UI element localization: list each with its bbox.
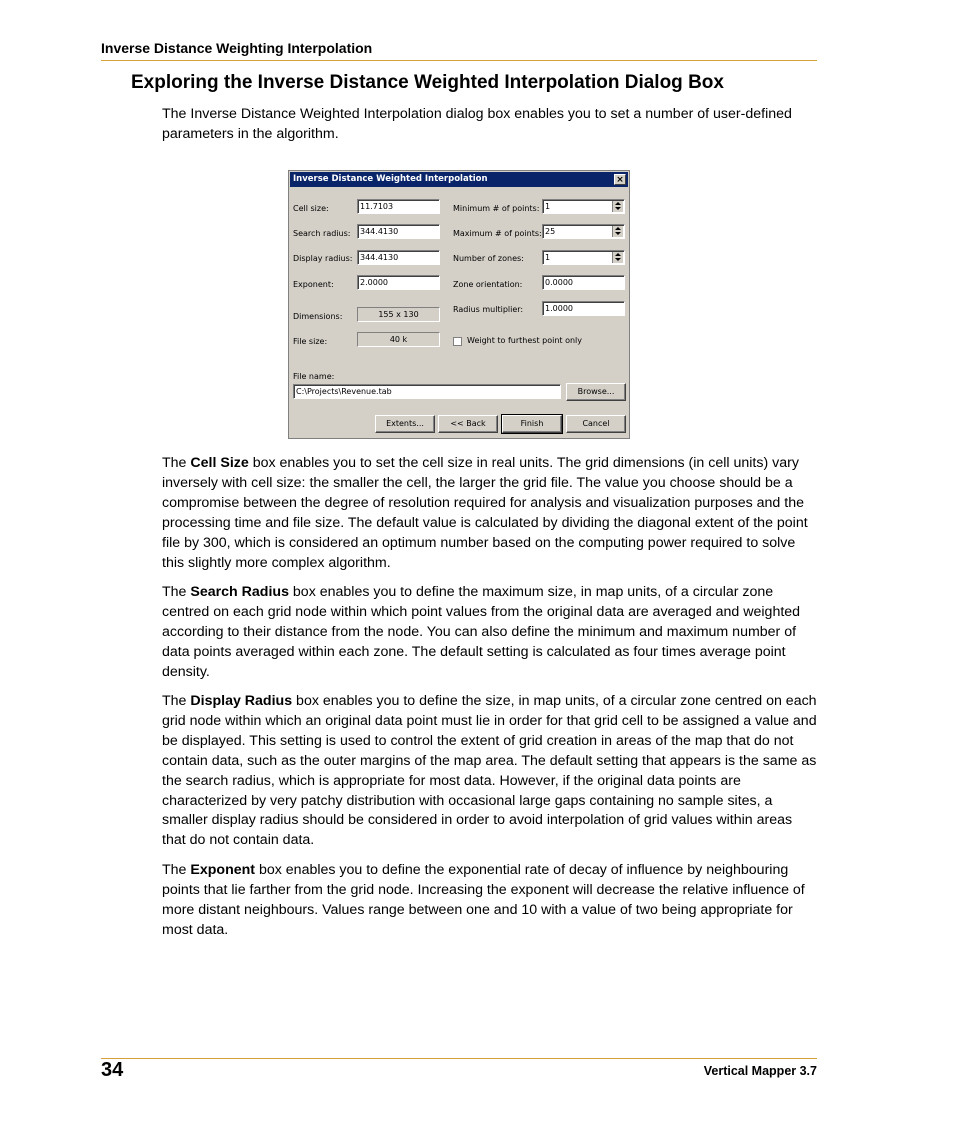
exponent-input[interactable]: 2.0000	[357, 275, 440, 290]
paragraph-body: box enables you to define the exponential rate of decay of influence by neighbouring points that lie farther from the grid node. Increasing the exponent will decrease the relative influence of more distant neighbours. Values range between one and 10 with a value of two being appropriate for most data.	[162, 862, 805, 938]
dimensions-value: 155 x 130	[357, 307, 440, 322]
max-points-label: Maximum # of points:	[453, 229, 542, 238]
back-button[interactable]: << Back	[438, 415, 498, 433]
term-exponent: Exponent	[190, 862, 256, 878]
search-radius-label: Search radius:	[293, 229, 351, 238]
spin-arrows-icon[interactable]	[612, 252, 623, 263]
zone-orientation-input[interactable]: 0.0000	[542, 275, 625, 290]
min-points-stepper[interactable]	[542, 199, 625, 214]
idw-dialog-screenshot	[288, 170, 630, 439]
close-icon[interactable]: ×	[614, 174, 626, 185]
dialog-title: Inverse Distance Weighted Interpolation	[293, 174, 488, 184]
file-size-value: 40 k	[357, 332, 440, 347]
intro-paragraph: The Inverse Distance Weighted Interpolation dialog box enables you to set a number of user-defined parameters in the algorithm.	[162, 106, 792, 142]
min-points-value: 1	[545, 202, 551, 211]
dimensions-label: Dimensions:	[293, 312, 343, 321]
footer-divider	[101, 1058, 817, 1059]
max-points-stepper[interactable]	[542, 224, 625, 239]
search-radius-input[interactable]: 344.4130	[357, 224, 440, 239]
running-header: Inverse Distance Weighting Interpolation	[101, 40, 817, 61]
display-radius-label: Display radius:	[293, 254, 353, 263]
display-radius-paragraph	[162, 692, 817, 851]
num-zones-value: 1	[545, 253, 551, 262]
spin-arrows-icon[interactable]	[612, 201, 623, 212]
paragraph-body: box enables you to define the maximum size, in map units, of a circular zone centred on each grid node within which point values from the original data are averaged and weighted according to their distance from the node. You can also define the minimum and maximum number of data points averaged within each zone. The default setting is calculated as four times average point density.	[162, 584, 801, 680]
display-radius-input[interactable]: 344.4130	[357, 250, 440, 265]
file-name-input[interactable]: C:\Projects\Revenue.tab	[293, 384, 561, 399]
spin-arrows-icon[interactable]	[612, 226, 623, 237]
term-display-radius: Display Radius	[190, 693, 293, 709]
num-zones-label: Number of zones:	[453, 254, 524, 263]
radius-multiplier-input[interactable]: 1.0000	[542, 301, 625, 316]
paragraph-body: box enables you to set the cell size in real units. The grid dimensions (in cell units) vary inversely with cell size: the smaller the cell, the larger the grid file. The value you choose should be a compromise between the degree of resolution required for analysis and visualization purposes and the processing time and file size. The default value is calculated by dividing the diagonal extent of the point file by 300, which is considered an optimum number based on the computing power required to solve this slightly more complex algorithm.	[162, 455, 808, 571]
paragraph-lead: The	[162, 584, 191, 600]
browse-button[interactable]: Browse...	[566, 383, 626, 401]
page-number: 34	[101, 1059, 124, 1081]
cancel-button[interactable]: Cancel	[566, 415, 626, 433]
exponent-label: Exponent:	[293, 280, 334, 289]
weight-checkbox[interactable]	[453, 337, 462, 346]
section-title: Exploring the Inverse Distance Weighted Interpolation Dialog Box	[131, 72, 724, 93]
paragraph-lead: The	[162, 455, 191, 471]
paragraph-body: box enables you to define the size, in map units, of a circular zone centred on each grid node within which an original data point must lie in order for that grid cell to be assigned a value and be displayed. This setting is used to control the extent of grid creation in areas of the map that do not contain data, such as the outer margins of the map area. The default setting that appears is the same as the search radius, which is appropriate for most data. However, if the original data points are characterized by very patchy distribution with occasional large gaps containing no sample sites, a smaller display radius should be considered in order to avoid interpolation of grid values within areas that do not contain data.	[162, 693, 817, 849]
weight-checkbox-label: Weight to furthest point only	[467, 336, 583, 345]
min-points-label: Minimum # of points:	[453, 204, 540, 213]
file-size-label: File size:	[293, 337, 328, 346]
exponent-paragraph	[162, 861, 817, 941]
product-name: Vertical Mapper 3.7	[703, 1064, 817, 1078]
dialog-titlebar	[290, 172, 628, 187]
extents-button[interactable]: Extents...	[375, 415, 435, 433]
term-search-radius: Search Radius	[190, 584, 289, 600]
num-zones-stepper[interactable]	[542, 250, 625, 265]
paragraph-lead: The	[162, 693, 191, 709]
cell-size-input[interactable]: 11.7103	[357, 199, 440, 214]
cell-size-paragraph	[162, 454, 817, 573]
zone-orientation-label: Zone orientation:	[453, 280, 523, 289]
search-radius-paragraph	[162, 583, 817, 683]
term-cell-size: Cell Size	[190, 455, 249, 471]
cell-size-label: Cell size:	[293, 204, 329, 213]
max-points-value: 25	[545, 227, 556, 236]
finish-button[interactable]: Finish	[502, 415, 562, 433]
file-name-label: File name:	[293, 372, 335, 381]
paragraph-lead: The	[162, 862, 191, 878]
radius-multiplier-label: Radius multiplier:	[453, 305, 524, 314]
